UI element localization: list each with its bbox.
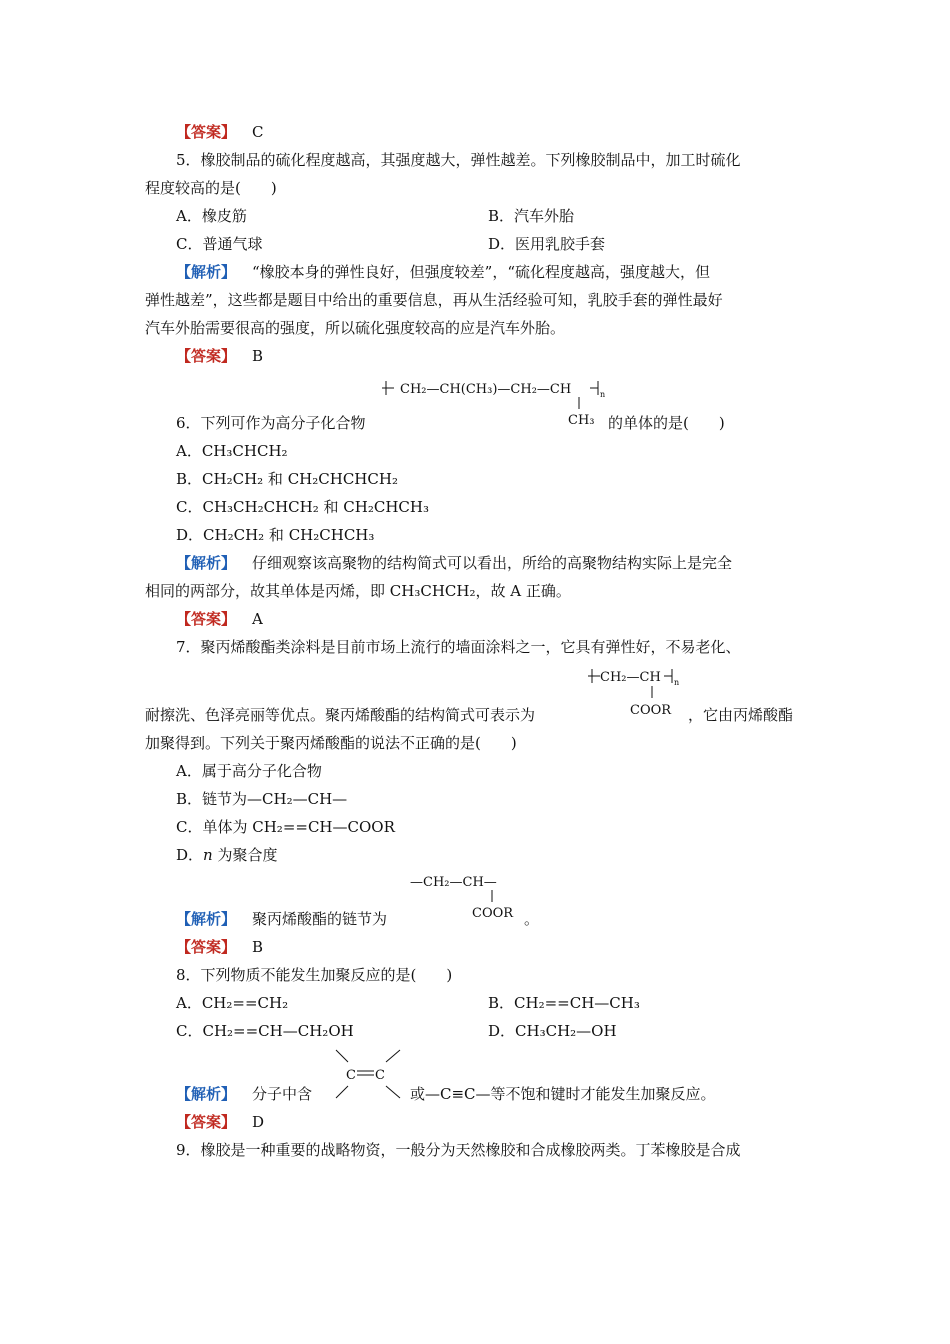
answer-tag: 【答案】 bbox=[176, 347, 237, 365]
option-b: B．CH₂==CH—CH₃ bbox=[488, 994, 640, 1012]
question-7-text-cont: 加聚得到。下列关于聚丙烯酸酯的说法不正确的是( ) bbox=[145, 734, 517, 752]
answer-line bbox=[176, 346, 263, 366]
analysis-text-cont: 相同的两部分，故其单体是丙烯，即 CH₃CHCH₂，故 A 正确。 bbox=[145, 582, 571, 600]
option-d: D．医用乳胶手套 bbox=[488, 235, 606, 253]
formula-branch: COOR bbox=[630, 703, 672, 718]
formula-carbon-1: C bbox=[346, 1068, 356, 1083]
analysis-tag: 【解析】 bbox=[176, 554, 237, 572]
analysis-text-end: 。 bbox=[524, 910, 540, 928]
option-a: A．属于高分子化合物 bbox=[176, 762, 322, 780]
formula-main: CH₂—CH(CH₃)—CH₂—CH bbox=[400, 382, 572, 397]
double-bond-structure bbox=[330, 1046, 410, 1102]
option-c: C．单体为 CH₂==CH—COOR bbox=[176, 818, 395, 836]
option-d: D．CH₂CH₂ 和 CH₂CHCH₃ bbox=[176, 526, 375, 544]
answer-value: A bbox=[252, 610, 263, 628]
question-7-text-cont: ，它由丙烯酸酯 bbox=[688, 706, 794, 724]
option-d-text: 为聚合度 bbox=[212, 846, 278, 864]
option-d-prefix: D． bbox=[176, 846, 204, 864]
answer-line bbox=[176, 122, 264, 142]
question-7-text: 7．聚丙烯酸酯类涂料是目前市场上流行的墙面涂料之一，它具有弹性好，不易老化、 bbox=[176, 638, 741, 656]
option-b: B．CH₂CH₂ 和 CH₂CHCHCH₂ bbox=[176, 470, 398, 488]
formula-subscript-n: n bbox=[674, 678, 680, 687]
analysis-text: “橡胶本身的弹性良好，但强度较差”，“硫化程度越高，强度越大，但 bbox=[252, 263, 711, 281]
option-a: A．CH₂==CH₂ bbox=[176, 994, 289, 1012]
formula-branch: CH₃ bbox=[568, 413, 595, 428]
analysis-text: 仔细观察该高聚物的结构简式可以看出，所给的高聚物结构实际上是完全 bbox=[252, 554, 733, 572]
analysis-line bbox=[176, 553, 732, 573]
analysis-text: 分子中含 bbox=[252, 1085, 313, 1103]
answer-line bbox=[176, 609, 263, 629]
question-6-text-end: 的单体的是( ) bbox=[608, 414, 725, 432]
formula-branch: COOR bbox=[472, 906, 514, 921]
polymer-structure-q6 bbox=[380, 372, 620, 432]
answer-tag: 【答案】 bbox=[176, 1113, 237, 1131]
analysis-text: 聚丙烯酸酯的链节为 bbox=[252, 910, 388, 928]
option-b: B．汽车外胎 bbox=[488, 207, 575, 225]
answer-value: C bbox=[252, 123, 264, 141]
option-d-variable: n bbox=[203, 846, 213, 864]
answer-value: B bbox=[252, 347, 264, 365]
analysis-text-cont: 汽车外胎需要很高的强度，所以硫化强度较高的应是汽车外胎。 bbox=[145, 319, 566, 337]
question-6-text: 6．下列可作为高分子化合物 bbox=[176, 414, 366, 432]
option-c: C．CH₃CH₂CHCH₂ 和 CH₂CHCH₃ bbox=[176, 498, 429, 516]
question-5-text: 5．橡胶制品的硫化程度越高，其强度越大，弹性越差。下列橡胶制品中，加工时硫化 bbox=[176, 151, 741, 169]
answer-tag: 【答案】 bbox=[176, 938, 237, 956]
option-a: A．橡皮筋 bbox=[176, 207, 247, 225]
answer-value: D bbox=[252, 1113, 265, 1131]
analysis-line bbox=[176, 909, 387, 929]
analysis-tag: 【解析】 bbox=[176, 910, 237, 928]
option-d bbox=[176, 845, 277, 865]
analysis-tag: 【解析】 bbox=[176, 263, 237, 281]
answer-value: B bbox=[252, 938, 264, 956]
analysis-text-cont: 弹性越差”，这些都是题目中给出的重要信息，再从生活经验可知，乳胶手套的弹性最好 bbox=[145, 291, 723, 309]
option-c: C．CH₂==CH—CH₂OH bbox=[176, 1022, 354, 1040]
option-c: C．普通气球 bbox=[176, 235, 263, 253]
answer-tag: 【答案】 bbox=[176, 123, 237, 141]
analysis-text-end: 或—C≡C—等不饱和键时才能发生加聚反应。 bbox=[410, 1085, 716, 1103]
formula-subscript-n: n bbox=[600, 390, 606, 399]
option-d: D．CH₃CH₂—OH bbox=[488, 1022, 617, 1040]
formula-carbon-2: C bbox=[375, 1068, 385, 1083]
answer-line bbox=[176, 1112, 264, 1132]
analysis-tag: 【解析】 bbox=[176, 1085, 237, 1103]
option-a: A．CH₃CHCH₂ bbox=[176, 442, 288, 460]
polymer-structure-q7 bbox=[586, 666, 696, 726]
question-8-text: 8．下列物质不能发生加聚反应的是( ) bbox=[176, 966, 453, 984]
formula-main: —CH₂—CH— bbox=[410, 875, 497, 890]
chain-unit-structure bbox=[410, 872, 530, 922]
formula-main: CH₂—CH bbox=[600, 670, 661, 685]
question-7-text-cont: 耐擦洗、色泽亮丽等优点。聚丙烯酸酯的结构简式可表示为 bbox=[145, 706, 536, 724]
question-5-text-cont: 程度较高的是( ) bbox=[145, 179, 277, 197]
option-b: B．链节为—CH₂—CH— bbox=[176, 790, 348, 808]
question-9-text: 9．橡胶是一种重要的战略物资，一般分为天然橡胶和合成橡胶两类。丁苯橡胶是合成 bbox=[176, 1141, 741, 1159]
analysis-line bbox=[176, 262, 710, 282]
answer-line bbox=[176, 937, 263, 957]
analysis-line bbox=[176, 1084, 312, 1104]
answer-tag: 【答案】 bbox=[176, 610, 237, 628]
